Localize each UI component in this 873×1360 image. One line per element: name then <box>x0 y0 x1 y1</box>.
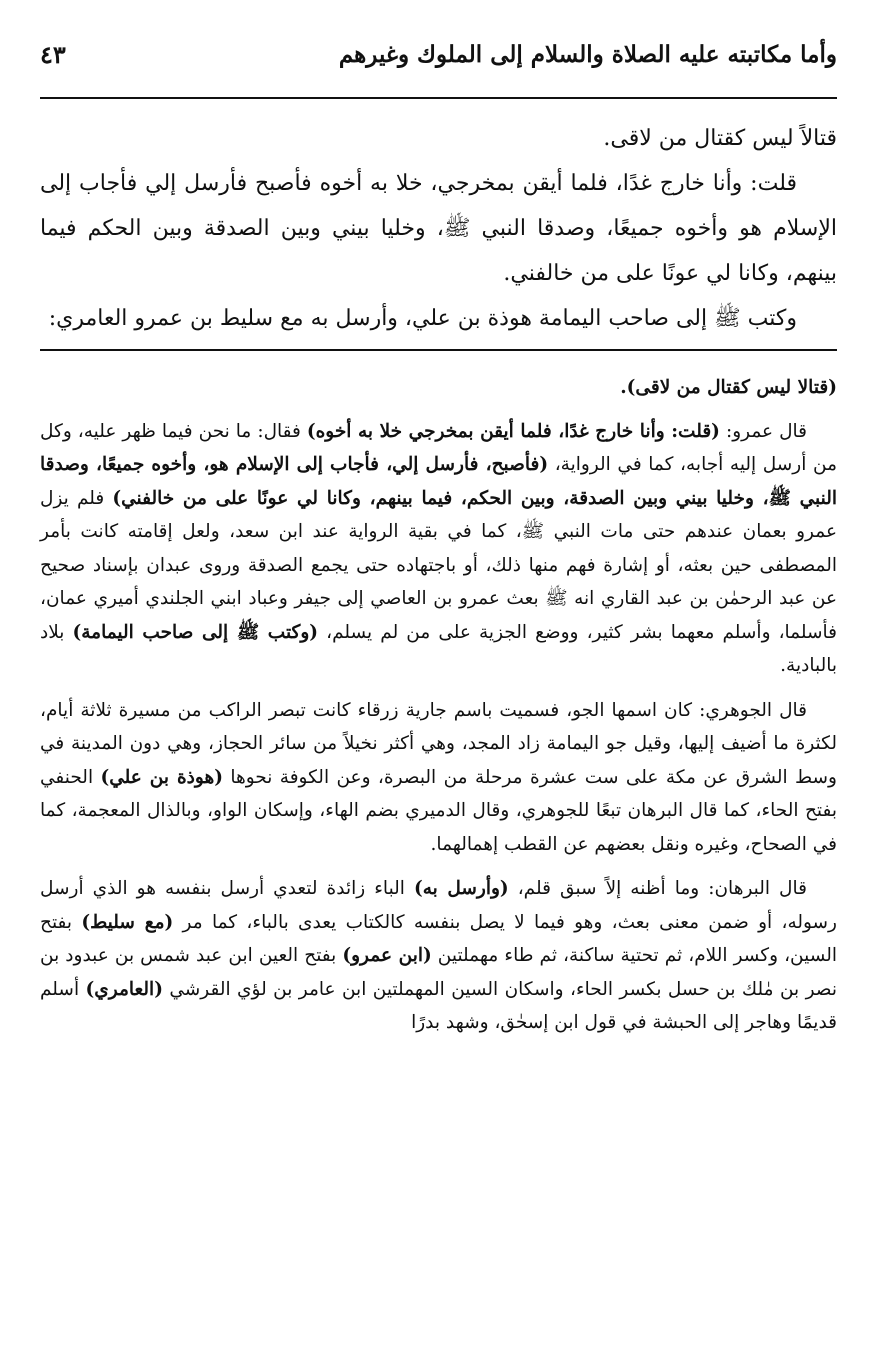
quoted-main-text: (وأرسل به) <box>413 878 509 899</box>
commentary-text: بفتح السين، وكسر اللام، ثم تحتية ساكنة، ثم طاء مهملتين <box>40 911 837 966</box>
quoted-main-text: (هوذة بن علي) <box>100 766 223 788</box>
quoted-main-text: (مع سليط) <box>81 911 174 933</box>
commentary-text: فقال: ما نحن فيما ظهر عليه، وكل من أرسل إليه أجابه، كما في الرواية، <box>40 420 837 475</box>
commentary-paragraph-1 <box>40 415 837 683</box>
commentary-lead-quote: (قتالا ليس كقتال من لاقى). <box>620 377 837 398</box>
running-head: وأما مكاتبته عليه الصلاة والسلام إلى الملوك وغيرهم <box>338 41 837 68</box>
header-rule <box>40 97 837 99</box>
commentary-text: فلم يزل عمرو بعمان عندهم حتى مات النبي ﷺ، كما في بقية الرواية عند ابن سعد، ولعل إقامته كانت بأمر المصطفى حين بعثه، أو إشارة فهم منها ذلك، أو باجتهاده حتى يجمع الصدقة وروى عبدان بإسناد صحيح عن عبد الرحمٰن بن عبد القاري انه ﷺ بعث عمرو بن العاصي إلى جيفر وعباد ابني الجلندي أميري عمان، فأسلما، وأسلم معهما بشر كثير، ووضع الجزية على من لم يسلم، <box>40 487 837 643</box>
section-divider <box>40 349 837 351</box>
commentary-text: الحنفي بفتح الحاء، كما قال البرهان تبعًا للجوهري، وقال الدميري بضم الهاء، وإسكان الواو، وبالذال المعجمة، كما في الصحاح، وغيره ونقل بعضهم عن القطب إهمالهما. <box>40 766 837 855</box>
commentary <box>40 371 837 1040</box>
page-header <box>40 0 837 98</box>
commentary-paragraph-3 <box>40 872 837 1040</box>
commentary-text: قال الجوهري: كان اسمها الجو، فسميت باسم جارية زرقاء كانت تبصر الراكب من مسيرة ثلاثة أيام، لكثرة ما أضيف إليها، وقيل جو اليمامة زاد المجد، وهي أكثر نخيلاً من سائر الحجاز، وهي دون المدينة في وسط الشرق عن مكة على ست عشرة مرحلة من البصرة، وعن الكوفة نحوها <box>40 699 837 788</box>
quoted-main-text: (ابن عمرو) <box>342 945 432 966</box>
commentary-text: قال البرهان: وما أظنه إلاً سبق قلم، <box>508 878 807 899</box>
commentary-text: بفتح العين ابن عبد شمس بن عبدود بن نصر بن مٰلك بن حسل بكسر الحاء، واسكان السين المهملتين ابن عامر بن لؤي القرشي <box>40 945 838 1000</box>
main-text-paragraph-1: قتالاً ليس كقتال من لاقى. <box>603 126 837 151</box>
quoted-main-text: (وكتب ﷺ إلى صاحب اليمامة) <box>72 621 319 643</box>
main-text-paragraph-2: قلت: وأنا خارج غدًا، فلما أيقن بمخرجي، خلا به أخوه فأصبح فأرسل إلي فأجاب إلى الإسلام هو وأخوه جميعًا، وصدقا النبي ﷺ، وخليا بيني وبين الصدقة وبين الحكم فيما بينهم، وكانا لي عونًا على من خالفني. <box>40 171 837 286</box>
main-text-paragraph-3: وكتب ﷺ إلى صاحب اليمامة هوذة بن علي، وأرسل به مع سليط بن عمرو العامري: <box>48 306 797 331</box>
commentary-text: قال عمرو: <box>719 420 807 442</box>
commentary-text: الباء زائدة لتعدي أرسل بنفسه هو الذي أرسل رسوله، أو ضمن معنى بعث، وهو فيما لا يصل بنفسه كالكتاب يعدى بالباء، كما مر <box>40 878 837 933</box>
main-text <box>40 98 837 341</box>
quoted-main-text: (فأصبح، فأرسل إلي، فأجاب إلى الإسلام هو، وأخوه جميعًا، وصدقا النبي ﷺ، وخليا بيني وبين الصدقة، وبين الحكم، فيما بينهم، وكانا لي عونًا على من خالفني) <box>40 454 837 509</box>
commentary-text: أسلم قديمًا وهاجر إلى الحبشة في قول ابن إسحٰق، وشهد بدرًا <box>40 978 837 1033</box>
commentary-paragraph-2 <box>40 694 837 862</box>
commentary-text: بلاد بالبادية. <box>40 621 837 676</box>
page-number: ٤٣ <box>40 40 66 69</box>
quoted-main-text: (قلت: وأنا خارج غدًا، فلما أيقن بمخرجي خلا به أخوه) <box>306 420 720 442</box>
quoted-main-text: (العامري) <box>85 978 163 1000</box>
